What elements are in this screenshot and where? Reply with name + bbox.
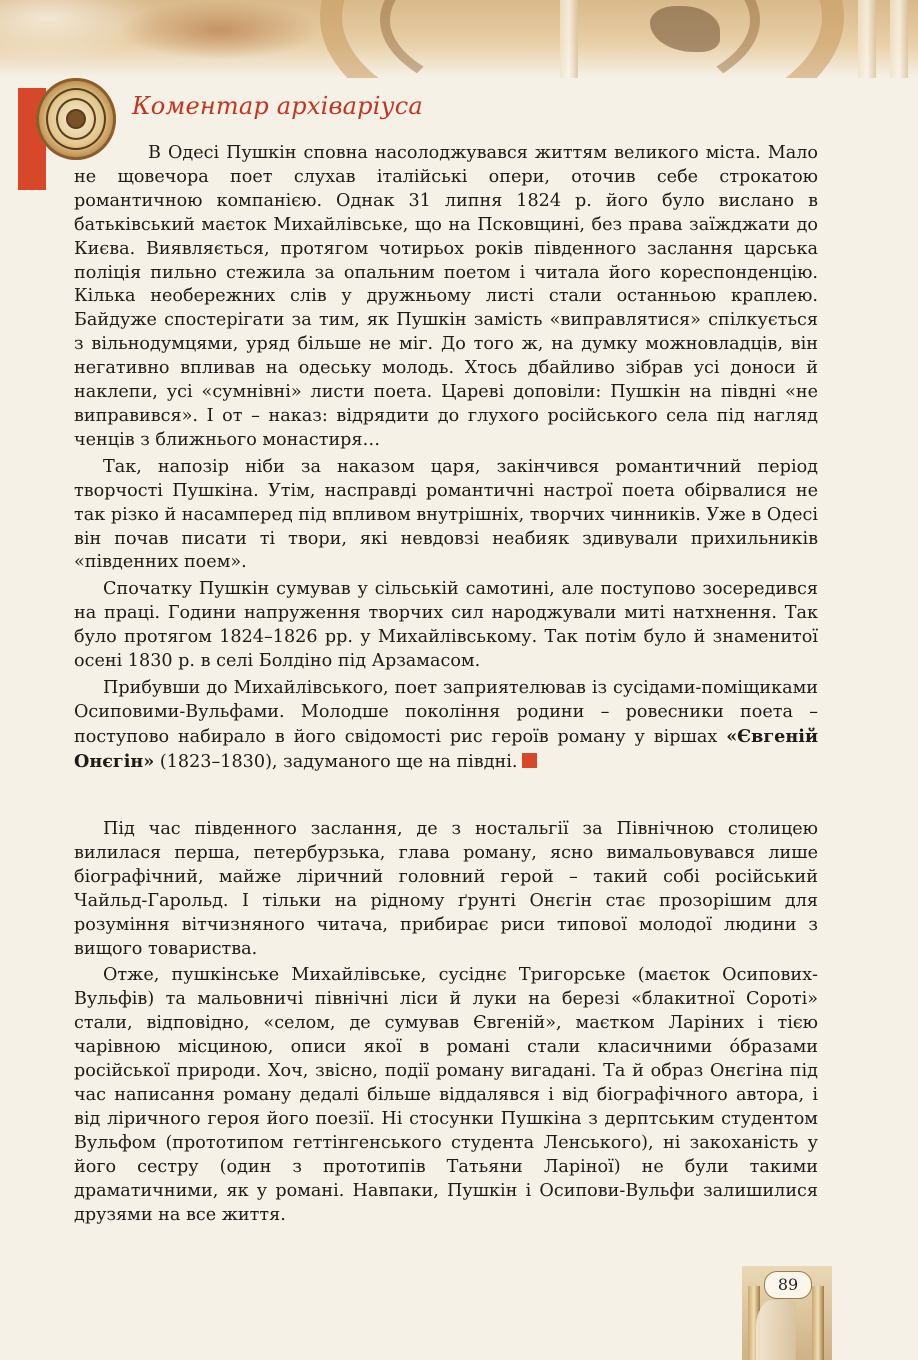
page-number: 89 (764, 1271, 812, 1299)
section-heading: Коментар архіваріуса (132, 92, 423, 120)
archivist-comment (74, 142, 818, 775)
paragraph: Під час південного заслання, де з ностальгії за Північною столицею вилилася перша, петербурзька, глава роману, ясно вимальовувався лише біографічний, майже ліричний головний герой – такий собі російський Чайльд-Гарольд. І тільки на рідному ґрунті Онєгін стає прозорішим для розуміння вітчизняного читача, прибирає риси типової молодої людини з вищого товариства. (74, 819, 818, 959)
paragraph: В Одесі Пушкін сповна насолоджувався життям великого міста. Мало не щовечора поет слухав італійські опери, оточив себе строкатою романтичною компанією. Однак 31 липня 1824 р. його було вислано в батьківський маєток Михайлівське, що на Псковщині, без права заїжджати до Києва. Виявляється, протягом чотирьох років південного заслання царська поліція пильно стежила за опальним поетом і читала його кореспонденцію. Кілька необережних слів у дружньому листі стали останньою краплею. Байдуже спостерігати за тим, як Пушкін замість «виправлятися» спілкується з вільнодумцями, уряд більше не міг. До того ж, на думку можновладців, він негативно впливав на одеську молодь. Хтось дбайливо зібрав усі доноси й наклепи, усі «сумнівні» листи поета. Цареві доповіли: Пушкін на півдні «не виправився». І от – наказ: відрядити до глухого російського села під нагляд ченців з ближнього монастиря… (74, 143, 818, 450)
paragraph: Отже, пушкінське Михайлівське, сусіднє Тригорське (маєток Осипових-Вульфів) та мальовничі північні ліси й луки на березі «блакитної Сороті» стали, відповідно, «селом, де сумував Євгеній», маєтком Ларіних і тією чарівною місциною, описи якої в романі стали класичними óбразами російської природи. Хоч, звісно, події роману вигадані. Та й образ Онєгіна під час написання роману дедалі більше віддалявся і від біографічного автора, і від ліричного героя його поезії. Ні стосунки Пушкіна з дерптським студентом Вульфом (прототипом геттінгенського студента Ленського), ні закоханість у його сестру (один з прототипів Татьяни Ларіної) не були такими драматичними, як у романі. Навпаки, Пушкін і Осипови-Вульфи залишилися друзями на все життя. (74, 965, 818, 1225)
paragraph: Спочатку Пушкін сумував у сільській самотині, але поступово зосередився на праці. Години напруження творчих сил народжували миті натхнення. Так було протягом 1824–1826 рр. у Михайлівському. Так потім було й знаменитої осені 1830 р. в селі Болдіно під Арзамасом. (74, 579, 818, 672)
paragraph-text: (1823–1830), задуманого ще на півдні. (154, 751, 518, 772)
work-title: «Євгеній Онєгін» (74, 725, 818, 772)
main-text (74, 818, 818, 1227)
paragraph: Так, напозір ніби за наказом царя, закінчився романтичний період творчості Пушкіна. Утім, насправді романтичні настрої поета обірвалися не так різко й насамперед під впливом внутрішніх, творчих чинників. Уже в Одесі він почав писати ті твори, які невдовзі неабияк здивували прихильників «південних поем». (74, 456, 818, 573)
paragraph (74, 677, 818, 775)
decorative-header-image (0, 0, 918, 78)
end-square-icon (522, 753, 537, 768)
paragraph-text: Прибувши до Михайлівського, поет заприятелював із сусідами-поміщиками Осиповими-Вульфами. Молодше покоління родини – ровесники поета – поступово набирало в його свідомості рис героїв роману у віршах (74, 677, 818, 747)
